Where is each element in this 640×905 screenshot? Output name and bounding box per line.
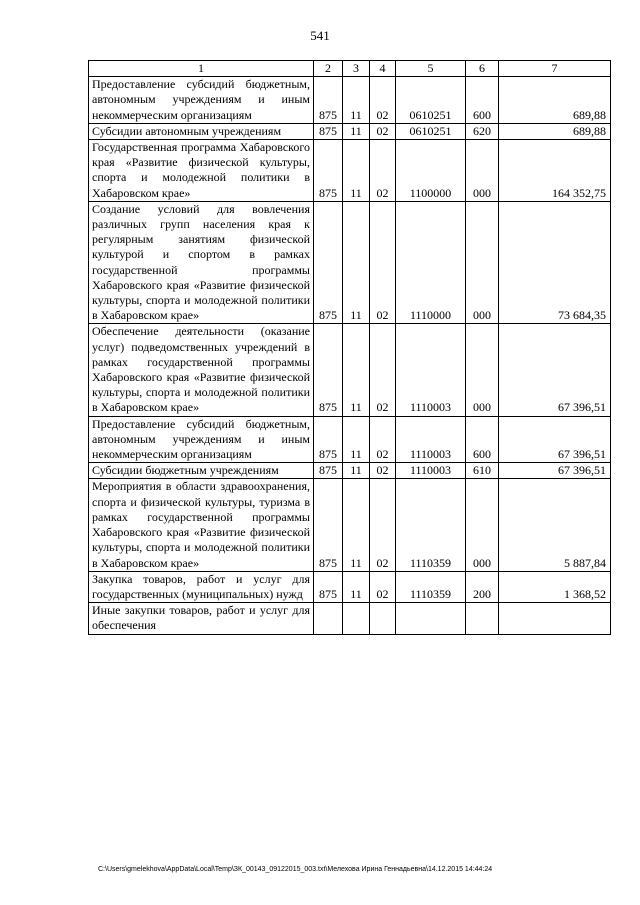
table-row bbox=[89, 324, 611, 416]
expense-type-cell: 610 bbox=[466, 463, 499, 479]
subsection-cell: 02 bbox=[370, 77, 396, 124]
expense-type-cell: 600 bbox=[466, 77, 499, 124]
owner-code-cell: 875 bbox=[314, 416, 343, 463]
table-row bbox=[89, 140, 611, 202]
table-row bbox=[89, 123, 611, 139]
owner-code-cell: 875 bbox=[314, 571, 343, 602]
table-row bbox=[89, 463, 611, 479]
target-article-cell: 1110359 bbox=[396, 571, 466, 602]
row-name-cell: Иные закупки товаров, работ и услуг для обеспечения bbox=[89, 603, 314, 634]
header-col-3: 3 bbox=[343, 61, 370, 77]
row-name-cell: Обеспечение деятельности (оказание услуг) подведомственных учреждений в рамках государственной программы Хабаровского края «Развитие физической культуры, спорта и молодежной политики в Хабаровском крае» bbox=[89, 324, 314, 416]
expense-type-cell: 000 bbox=[466, 324, 499, 416]
amount-cell: 5 887,84 bbox=[499, 479, 611, 571]
owner-code-cell: 875 bbox=[314, 463, 343, 479]
target-article-cell: 0610251 bbox=[396, 123, 466, 139]
header-col-7: 7 bbox=[499, 61, 611, 77]
target-article-cell: 1110003 bbox=[396, 324, 466, 416]
amount-cell: 689,88 bbox=[499, 123, 611, 139]
table-row bbox=[89, 603, 611, 634]
row-name-cell: Субсидии автономным учреждениям bbox=[89, 123, 314, 139]
file-path-footer: C:\Users\gmelekhova\AppData\Local\Temp\ЗК_00143_09122015_003.txt\Мелехова Ирина Геннадьевна\14.12.2015 14:44:24 bbox=[98, 866, 493, 873]
owner-code-cell: 875 bbox=[314, 324, 343, 416]
target-article-cell bbox=[396, 603, 466, 634]
subsection-cell: 02 bbox=[370, 324, 396, 416]
target-article-cell: 0610251 bbox=[396, 77, 466, 124]
section-cell: 11 bbox=[343, 479, 370, 571]
section-cell: 11 bbox=[343, 201, 370, 324]
target-article-cell: 1110003 bbox=[396, 463, 466, 479]
budget-table bbox=[88, 60, 611, 635]
expense-type-cell: 000 bbox=[466, 140, 499, 202]
amount-cell: 73 684,35 bbox=[499, 201, 611, 324]
header-col-5: 5 bbox=[396, 61, 466, 77]
amount-cell: 164 352,75 bbox=[499, 140, 611, 202]
header-col-6: 6 bbox=[466, 61, 499, 77]
amount-cell: 67 396,51 bbox=[499, 463, 611, 479]
table-row bbox=[89, 201, 611, 324]
section-cell: 11 bbox=[343, 463, 370, 479]
table-body bbox=[89, 77, 611, 634]
subsection-cell bbox=[370, 603, 396, 634]
owner-code-cell: 875 bbox=[314, 77, 343, 124]
section-cell: 11 bbox=[343, 571, 370, 602]
owner-code-cell: 875 bbox=[314, 123, 343, 139]
row-name-cell: Предоставление субсидий бюджетным, автономным учреждениям и иным некоммерческим организациям bbox=[89, 77, 314, 124]
amount-cell bbox=[499, 603, 611, 634]
section-cell: 11 bbox=[343, 77, 370, 124]
subsection-cell: 02 bbox=[370, 123, 396, 139]
row-name-cell: Мероприятия в области здравоохранения, спорта и физической культуры, туризма в рамках государственной программы Хабаровского края «Развитие физической культуры, спорта и молодежной политики в Хабаровском крае» bbox=[89, 479, 314, 571]
row-name-cell: Субсидии бюджетным учреждениям bbox=[89, 463, 314, 479]
amount-cell: 1 368,52 bbox=[499, 571, 611, 602]
owner-code-cell bbox=[314, 603, 343, 634]
section-cell: 11 bbox=[343, 123, 370, 139]
target-article-cell: 1110000 bbox=[396, 201, 466, 324]
expense-type-cell: 200 bbox=[466, 571, 499, 602]
expense-type-cell bbox=[466, 603, 499, 634]
target-article-cell: 1110359 bbox=[396, 479, 466, 571]
header-col-2: 2 bbox=[314, 61, 343, 77]
owner-code-cell: 875 bbox=[314, 479, 343, 571]
subsection-cell: 02 bbox=[370, 463, 396, 479]
table-row bbox=[89, 77, 611, 124]
subsection-cell: 02 bbox=[370, 201, 396, 324]
section-cell: 11 bbox=[343, 416, 370, 463]
target-article-cell: 1110003 bbox=[396, 416, 466, 463]
table-row bbox=[89, 479, 611, 571]
row-name-cell: Государственная программа Хабаровского края «Развитие физической культуры, спорта и молодежной политики в Хабаровском крае» bbox=[89, 140, 314, 202]
row-name-cell: Закупка товаров, работ и услуг для государственных (муниципальных) нужд bbox=[89, 571, 314, 602]
subsection-cell: 02 bbox=[370, 416, 396, 463]
expense-type-cell: 600 bbox=[466, 416, 499, 463]
table-header-row bbox=[89, 61, 611, 77]
table-row bbox=[89, 416, 611, 463]
header-col-4: 4 bbox=[370, 61, 396, 77]
subsection-cell: 02 bbox=[370, 140, 396, 202]
amount-cell: 689,88 bbox=[499, 77, 611, 124]
row-name-cell: Предоставление субсидий бюджетным, автономным учреждениям и иным некоммерческим организациям bbox=[89, 416, 314, 463]
target-article-cell: 1100000 bbox=[396, 140, 466, 202]
expense-type-cell: 000 bbox=[466, 479, 499, 571]
section-cell bbox=[343, 603, 370, 634]
owner-code-cell: 875 bbox=[314, 201, 343, 324]
header-col-1: 1 bbox=[89, 61, 314, 77]
expense-type-cell: 000 bbox=[466, 201, 499, 324]
amount-cell: 67 396,51 bbox=[499, 416, 611, 463]
section-cell: 11 bbox=[343, 324, 370, 416]
section-cell: 11 bbox=[343, 140, 370, 202]
subsection-cell: 02 bbox=[370, 479, 396, 571]
row-name-cell: Создание условий для вовлечения различных групп населения края к регулярным занятиям физической культурой и спортом в рамках государственной программы Хабаровского края «Развитие физической культуры, спорта и молодежной политики в Хабаровском крае» bbox=[89, 201, 314, 324]
amount-cell: 67 396,51 bbox=[499, 324, 611, 416]
page-number: 541 bbox=[310, 28, 330, 43]
subsection-cell: 02 bbox=[370, 571, 396, 602]
table-row bbox=[89, 571, 611, 602]
owner-code-cell: 875 bbox=[314, 140, 343, 202]
expense-type-cell: 620 bbox=[466, 123, 499, 139]
